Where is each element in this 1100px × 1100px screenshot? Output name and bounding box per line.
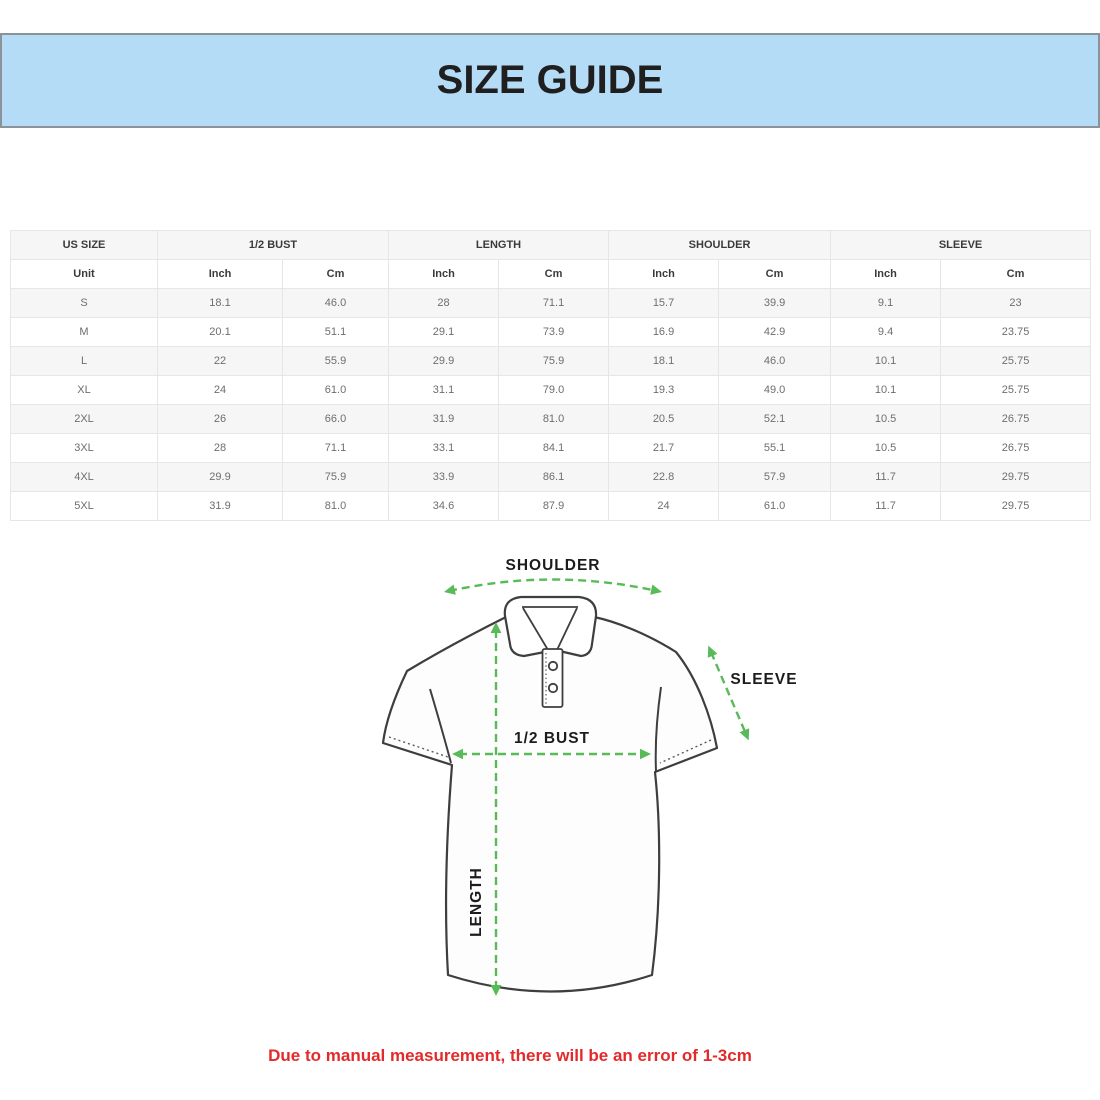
table-cell: 61.0: [719, 492, 831, 521]
table-row-5xl: [11, 492, 1091, 521]
table-cell: 51.1: [283, 318, 389, 347]
col-header-length: LENGTH: [389, 231, 609, 260]
table-cell: 5XL: [11, 492, 158, 521]
unit-header-cell: Inch: [389, 260, 499, 289]
table-cell: 18.1: [158, 289, 283, 318]
table-cell: 87.9: [499, 492, 609, 521]
size-guide-banner: [0, 33, 1100, 128]
shoulder-arrowhead-right: [650, 585, 662, 595]
button-bottom: [549, 684, 557, 692]
table-cell: 26: [158, 405, 283, 434]
unit-header-row: [11, 260, 1091, 289]
table-cell: 46.0: [283, 289, 389, 318]
table-cell: 11.7: [831, 463, 941, 492]
table-cell: 86.1: [499, 463, 609, 492]
table-cell: 55.9: [283, 347, 389, 376]
table-cell: 71.1: [499, 289, 609, 318]
table-cell: 9.1: [831, 289, 941, 318]
table-row-m: [11, 318, 1091, 347]
sleeve-label: SLEEVE: [730, 671, 798, 688]
table-cell: 3XL: [11, 434, 158, 463]
measurement-note: Due to manual measurement, there will be an error of 1-3cm: [268, 1046, 752, 1065]
table-cell: 73.9: [499, 318, 609, 347]
shoulder-arrowhead-left: [444, 585, 456, 595]
table-cell: 29.9: [389, 347, 499, 376]
table-cell: L: [11, 347, 158, 376]
table-cell: 10.5: [831, 405, 941, 434]
table-row-4xl: [11, 463, 1091, 492]
table-cell: 81.0: [283, 492, 389, 521]
unit-header-cell: Cm: [941, 260, 1091, 289]
table-cell: 29.9: [158, 463, 283, 492]
table-cell: 28: [389, 289, 499, 318]
table-cell: 66.0: [283, 405, 389, 434]
table-cell: 84.1: [499, 434, 609, 463]
table-cell: 18.1: [609, 347, 719, 376]
table-cell: 34.6: [389, 492, 499, 521]
unit-header-cell: Unit: [11, 260, 158, 289]
table-row-3xl: [11, 434, 1091, 463]
unit-header-cell: Inch: [831, 260, 941, 289]
table-cell: 2XL: [11, 405, 158, 434]
polo-shirt-diagram: [340, 540, 820, 1040]
table-cell: 22: [158, 347, 283, 376]
table-cell: 25.75: [941, 376, 1091, 405]
table-row-2xl: [11, 405, 1091, 434]
table-cell: 10.1: [831, 376, 941, 405]
group-header-row: [11, 231, 1091, 260]
shoulder-label: SHOULDER: [505, 557, 601, 574]
table-cell: 29.75: [941, 463, 1091, 492]
table-cell: 39.9: [719, 289, 831, 318]
half-bust-label: 1/2 BUST: [513, 730, 591, 747]
table-cell: 23: [941, 289, 1091, 318]
table-cell: 55.1: [719, 434, 831, 463]
table-cell: 28: [158, 434, 283, 463]
table-cell: 10.5: [831, 434, 941, 463]
table-cell: 31.9: [389, 405, 499, 434]
table-cell: 75.9: [283, 463, 389, 492]
table-row-l: [11, 347, 1091, 376]
length-label: LENGTH: [468, 867, 485, 937]
col-header-us-size: US SIZE: [11, 231, 158, 260]
table-cell: 22.8: [609, 463, 719, 492]
table-cell: 46.0: [719, 347, 831, 376]
table-cell: 52.1: [719, 405, 831, 434]
table-cell: 15.7: [609, 289, 719, 318]
table-cell: 71.1: [283, 434, 389, 463]
table-cell: 75.9: [499, 347, 609, 376]
table-cell: 81.0: [499, 405, 609, 434]
size-table: [10, 230, 1090, 521]
table-cell: 31.1: [389, 376, 499, 405]
table-row-s: [11, 289, 1091, 318]
table-cell: 10.1: [831, 347, 941, 376]
unit-header-cell: Cm: [719, 260, 831, 289]
shoulder-arrow: [449, 580, 657, 592]
size-table-grid: [10, 230, 1091, 521]
col-header-half-bust: 1/2 BUST: [158, 231, 389, 260]
unit-header-cell: Cm: [283, 260, 389, 289]
table-cell: 42.9: [719, 318, 831, 347]
table-cell: 29.75: [941, 492, 1091, 521]
button-top: [549, 662, 557, 670]
table-cell: 16.9: [609, 318, 719, 347]
col-header-sleeve: SLEEVE: [831, 231, 1091, 260]
table-cell: 33.1: [389, 434, 499, 463]
table-cell: 26.75: [941, 434, 1091, 463]
unit-header-cell: Inch: [609, 260, 719, 289]
sleeve-arrow: [711, 652, 746, 734]
table-cell: 57.9: [719, 463, 831, 492]
table-cell: 4XL: [11, 463, 158, 492]
table-cell: 20.1: [158, 318, 283, 347]
col-header-shoulder: SHOULDER: [609, 231, 831, 260]
unit-header-cell: Cm: [499, 260, 609, 289]
table-cell: 33.9: [389, 463, 499, 492]
collar-outline: [505, 597, 596, 656]
table-cell: M: [11, 318, 158, 347]
table-cell: 49.0: [719, 376, 831, 405]
table-cell: 26.75: [941, 405, 1091, 434]
table-cell: 61.0: [283, 376, 389, 405]
table-cell: 29.1: [389, 318, 499, 347]
table-cell: 19.3: [609, 376, 719, 405]
table-cell: 11.7: [831, 492, 941, 521]
table-cell: 9.4: [831, 318, 941, 347]
table-cell: 21.7: [609, 434, 719, 463]
table-cell: 24: [609, 492, 719, 521]
table-cell: XL: [11, 376, 158, 405]
table-cell: 20.5: [609, 405, 719, 434]
table-cell: 25.75: [941, 347, 1091, 376]
length-arrowhead-bottom: [491, 985, 502, 996]
table-cell: S: [11, 289, 158, 318]
table-row-xl: [11, 376, 1091, 405]
table-cell: 24: [158, 376, 283, 405]
unit-header-cell: Inch: [158, 260, 283, 289]
table-cell: 31.9: [158, 492, 283, 521]
table-cell: 79.0: [499, 376, 609, 405]
table-cell: 23.75: [941, 318, 1091, 347]
page-title: SIZE GUIDE: [436, 58, 664, 102]
